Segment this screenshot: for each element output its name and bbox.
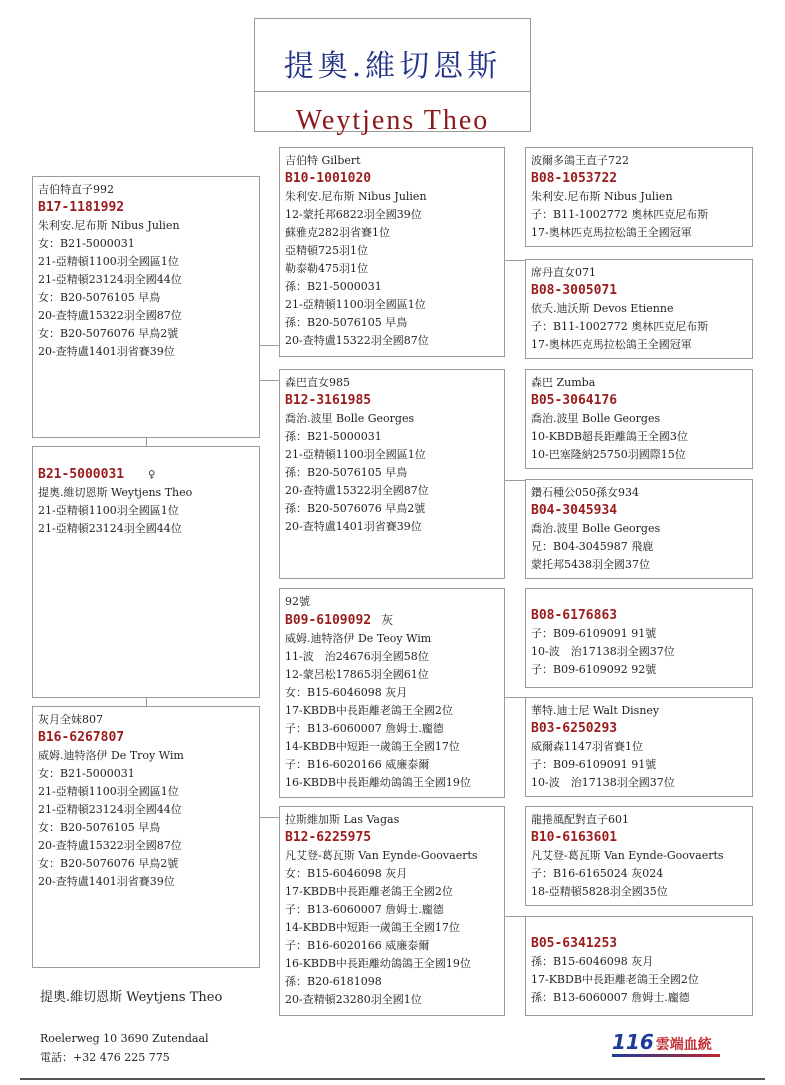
record-line: 子：B09-6109092 92號 xyxy=(531,663,657,676)
record-line: 孫：B20-6181098 xyxy=(285,975,382,988)
ssd-card xyxy=(525,259,753,359)
footer-phone: 電話：+32 476 225 775 xyxy=(40,1051,170,1064)
record-line: 16-KBDB中長距離幼鴿鴿王全國19位 xyxy=(285,957,471,970)
ring-number xyxy=(285,829,504,847)
record-line: 子：B11-1002772 奧林匹克尼布斯 xyxy=(531,320,709,333)
ring-number-text: B05-3064176 xyxy=(531,393,618,408)
record-line: 20-查特盧15322羽全國87位 xyxy=(285,334,429,347)
connector xyxy=(505,697,525,698)
pigeon-name: 鑽石種公050孫女934 xyxy=(531,486,639,499)
record-line: 朱利安.尼布斯 Nibus Julien xyxy=(38,219,180,232)
connector xyxy=(260,380,279,381)
record-line: 凡艾登-葛瓦斯 Van Eynde-Goovaerts xyxy=(285,849,478,862)
ring-number-text: B10-1001020 xyxy=(285,171,372,186)
connector xyxy=(505,480,525,481)
connector xyxy=(505,916,525,917)
sire-card xyxy=(32,176,260,438)
record-line: 20-查特盧1401羽省賽39位 xyxy=(285,520,422,533)
pigeon-name: 吉伯特直子992 xyxy=(38,183,114,196)
record-line: 12-蒙呂松17865羽全國61位 xyxy=(285,668,429,681)
record-line: 14-KBDB中短距一歲鴿王全國17位 xyxy=(285,740,460,753)
record-line: 子：B13-6060007 詹姆士.龐德 xyxy=(285,722,444,735)
dam-dam-card xyxy=(279,806,505,1016)
ring-number-text: B04-3045934 xyxy=(531,503,618,518)
dss-card xyxy=(525,588,753,688)
title-divider xyxy=(255,91,530,92)
logo-underline xyxy=(612,1054,720,1057)
ring-number xyxy=(531,607,752,625)
record-line: 孫：B21-5000031 xyxy=(285,280,382,293)
record-line: 21-亞精頓1100羽全國區1位 xyxy=(38,255,179,268)
record-line: 喬治.波里 Bolle Georges xyxy=(531,412,661,425)
ring-number-text: B08-1053722 xyxy=(531,171,618,186)
ring-number xyxy=(531,392,752,410)
spacer xyxy=(38,451,259,465)
ring-number-text: B12-3161985 xyxy=(285,393,372,408)
ring-number-text: B17-1181992 xyxy=(38,200,125,215)
record-line: 11-波 治24676羽全國58位 xyxy=(285,650,429,663)
record-line: 20-查特盧15322羽全國87位 xyxy=(38,839,182,852)
pigeon-name: 華特.迪士尼 Walt Disney xyxy=(531,704,660,717)
ring-number-text: B21-5000031 xyxy=(38,467,125,482)
record-line: 喬治.波里 Bolle Georges xyxy=(531,522,661,535)
ring-number xyxy=(38,465,259,484)
ring-number-text: B09-6109092 xyxy=(285,613,372,628)
record-line: 21-亞精頓1100羽全國區1位 xyxy=(285,448,426,461)
sds-card xyxy=(525,369,753,469)
pigeon-name: 92號 xyxy=(285,595,310,608)
record-line: 蘇雅克282羽省賽1位 xyxy=(285,226,390,239)
record-line: 女：B20-5076076 早鳥2號 xyxy=(38,857,179,870)
record-line: 子：B16-6020166 威廉泰爾 xyxy=(285,939,430,952)
record-line: 孫：B20-5076105 早鳥 xyxy=(285,316,408,329)
record-line: 子：B09-6109091 91號 xyxy=(531,758,657,771)
dsd-card xyxy=(525,697,753,797)
logo-text: 雲端血統 xyxy=(655,1037,712,1053)
record-line: 10-波 治17138羽全國37位 xyxy=(531,645,675,658)
record-line: 14-KBDB中短距一歲鴿王全國17位 xyxy=(285,921,460,934)
ring-number-text: B10-6163601 xyxy=(531,830,618,845)
record-line: 孫：B21-5000031 xyxy=(285,430,382,443)
record-line: 21-亞精頓23124羽全國44位 xyxy=(38,522,182,535)
ring-number xyxy=(285,611,504,630)
record-line: 18-亞精頓5828羽全國35位 xyxy=(531,885,668,898)
ring-number xyxy=(531,170,752,188)
record-line: 10-KBDB超長距離鴿王全國3位 xyxy=(531,430,688,443)
sire-dam-card xyxy=(279,369,505,579)
pigeon-name: 森巴 Zumba xyxy=(531,376,596,389)
record-line: 喬治.波里 Bolle Georges xyxy=(285,412,415,425)
record-line: 亞精頓725羽1位 xyxy=(285,244,368,257)
record-line: 孫：B20-5076076 早鳥2號 xyxy=(285,502,426,515)
record-line: 子：B09-6109091 91號 xyxy=(531,627,657,640)
subject-card xyxy=(32,446,260,698)
spacer xyxy=(531,921,752,935)
record-line: 兄：B04-3045987 飛鹿 xyxy=(531,540,654,553)
sdd-card xyxy=(525,479,753,579)
pigeon-name: 吉伯特 Gilbert xyxy=(285,154,361,167)
record-line: 10-巴塞隆納25750羽國際15位 xyxy=(531,448,686,461)
record-line: 朱利安.尼布斯 Nibus Julien xyxy=(531,190,673,203)
connector xyxy=(260,817,279,818)
record-line: 21-亞精頓23124羽全國44位 xyxy=(38,273,182,286)
record-line: 21-亞精頓1100羽全國區1位 xyxy=(38,504,179,517)
ring-number-text: B05-6341253 xyxy=(531,936,618,951)
record-line: 21-亞精頓1100羽全國區1位 xyxy=(38,785,179,798)
record-line: 子：B16-6020166 威廉泰爾 xyxy=(285,758,430,771)
pigeon-name: 龍捲風配對直子601 xyxy=(531,813,629,826)
record-line: 女：B20-5076076 早鳥2號 xyxy=(38,327,179,340)
footer-address: Roelerweg 10 3690 Zutendaal xyxy=(40,1032,209,1045)
record-line: 21-亞精頓23124羽全國44位 xyxy=(38,803,182,816)
record-line: 16-KBDB中長距離幼鴿鴿王全國19位 xyxy=(285,776,471,789)
dam-sire-card xyxy=(279,588,505,798)
logo-number: 116 xyxy=(612,1030,654,1054)
record-line: 孫：B15-6046098 灰月 xyxy=(531,955,654,968)
record-line: 17-奧林匹克馬拉松鴿王全國冠軍 xyxy=(531,226,692,239)
record-line: 20-查特盧1401羽省賽39位 xyxy=(38,345,175,358)
ring-number xyxy=(531,502,752,520)
record-line: 威爾森1147羽省賽1位 xyxy=(531,740,643,753)
record-line: 女：B15-6046098 灰月 xyxy=(285,686,408,699)
bottom-divider xyxy=(20,1078,765,1080)
record-line: 威姆.迪特洛伊 De Troy Wim xyxy=(38,749,184,762)
spacer xyxy=(531,593,752,607)
record-line: 朱利安.尼布斯 Nibus Julien xyxy=(285,190,427,203)
brand-logo xyxy=(612,1030,712,1054)
record-line: 21-亞精頓1100羽全國區1位 xyxy=(285,298,426,311)
dam-card xyxy=(32,706,260,968)
ring-number xyxy=(38,199,259,217)
ring-number-text: B08-3005071 xyxy=(531,283,618,298)
dds-card xyxy=(525,806,753,906)
color-note: 灰 xyxy=(381,613,394,627)
pigeon-name: 席丹直女071 xyxy=(531,266,596,279)
record-line: 17-KBDB中長距離老鴿王全國2位 xyxy=(285,885,453,898)
record-line: 10-波 治17138羽全國37位 xyxy=(531,776,675,789)
record-line: 威姆.迪特洛伊 De Teoy Wim xyxy=(285,632,432,645)
pigeon-name: 森巴直女985 xyxy=(285,376,350,389)
owner-name-english: Weytjens Theo xyxy=(295,105,490,136)
ring-number-text: B03-6250293 xyxy=(531,721,618,736)
footer-owner: 提奧.維切恩斯 Weytjens Theo xyxy=(40,990,223,1005)
record-line: 12-蒙托邦6822羽全國39位 xyxy=(285,208,422,221)
record-line: 17-KBDB中長距離老鴿王全國2位 xyxy=(531,973,699,986)
record-line: 20-查特盧1401羽省賽39位 xyxy=(38,875,175,888)
record-line: 孫：B20-5076105 早鳥 xyxy=(285,466,408,479)
ring-number xyxy=(531,829,752,847)
record-line: 子：B11-1002772 奧林匹克尼布斯 xyxy=(531,208,709,221)
record-line: 蒙托邦5438羽全國37位 xyxy=(531,558,650,571)
record-line: 20-查特盧15322羽全國87位 xyxy=(285,484,429,497)
record-line: 依夭.迪沃斯 Devos Etienne xyxy=(531,302,674,315)
record-line: 17-奧林匹克馬拉松鴿王全國冠軍 xyxy=(531,338,692,351)
ddd-card xyxy=(525,916,753,1016)
pigeon-name: 波爾多鴿王直子722 xyxy=(531,154,629,167)
owner-name-chinese: 提奧.維切恩斯 xyxy=(283,49,502,84)
record-line: 女：B20-5076105 早鳥 xyxy=(38,821,161,834)
connector xyxy=(146,698,147,706)
sss-card xyxy=(525,147,753,247)
connector xyxy=(505,260,525,261)
record-line: 女：B21-5000031 xyxy=(38,767,135,780)
record-line: 提奧.維切恩斯 Weytjens Theo xyxy=(38,486,193,499)
record-line: 20-查特盧15322羽全國87位 xyxy=(38,309,182,322)
female-sex-icon: ♀ xyxy=(148,467,156,481)
record-line: 勒泰勒475羽1位 xyxy=(285,262,368,275)
record-line: 女：B15-6046098 灰月 xyxy=(285,867,408,880)
record-line: 20-查精頓23280羽全國1位 xyxy=(285,993,422,1006)
ring-number-text: B08-6176863 xyxy=(531,608,618,623)
title-box xyxy=(254,18,531,136)
ring-number xyxy=(531,282,752,300)
record-line: 凡艾登-葛瓦斯 Van Eynde-Goovaerts xyxy=(531,849,724,862)
record-line: 孫：B13-6060007 詹姆士.龐德 xyxy=(531,991,690,1004)
record-line: 女：B21-5000031 xyxy=(38,237,135,250)
ring-number-text: B16-6267807 xyxy=(38,730,125,745)
record-line: 女：B20-5076105 早鳥 xyxy=(38,291,161,304)
pigeon-name: 灰月全妹807 xyxy=(38,713,103,726)
ring-number xyxy=(531,935,752,953)
record-line: 子：B13-6060007 詹姆士.龐德 xyxy=(285,903,444,916)
record-line: 子：B16-6165024 灰024 xyxy=(531,867,664,880)
ring-number xyxy=(38,729,259,747)
connector xyxy=(146,438,147,446)
ring-number xyxy=(285,170,504,188)
pigeon-name: 拉斯維加斯 Las Vagas xyxy=(285,813,400,826)
ring-number xyxy=(285,392,504,410)
record-line: 17-KBDB中長距離老鴿王全國2位 xyxy=(285,704,453,717)
sire-sire-card xyxy=(279,147,505,357)
ring-number xyxy=(531,720,752,738)
ring-number-text: B12-6225975 xyxy=(285,830,372,845)
connector xyxy=(260,345,279,346)
